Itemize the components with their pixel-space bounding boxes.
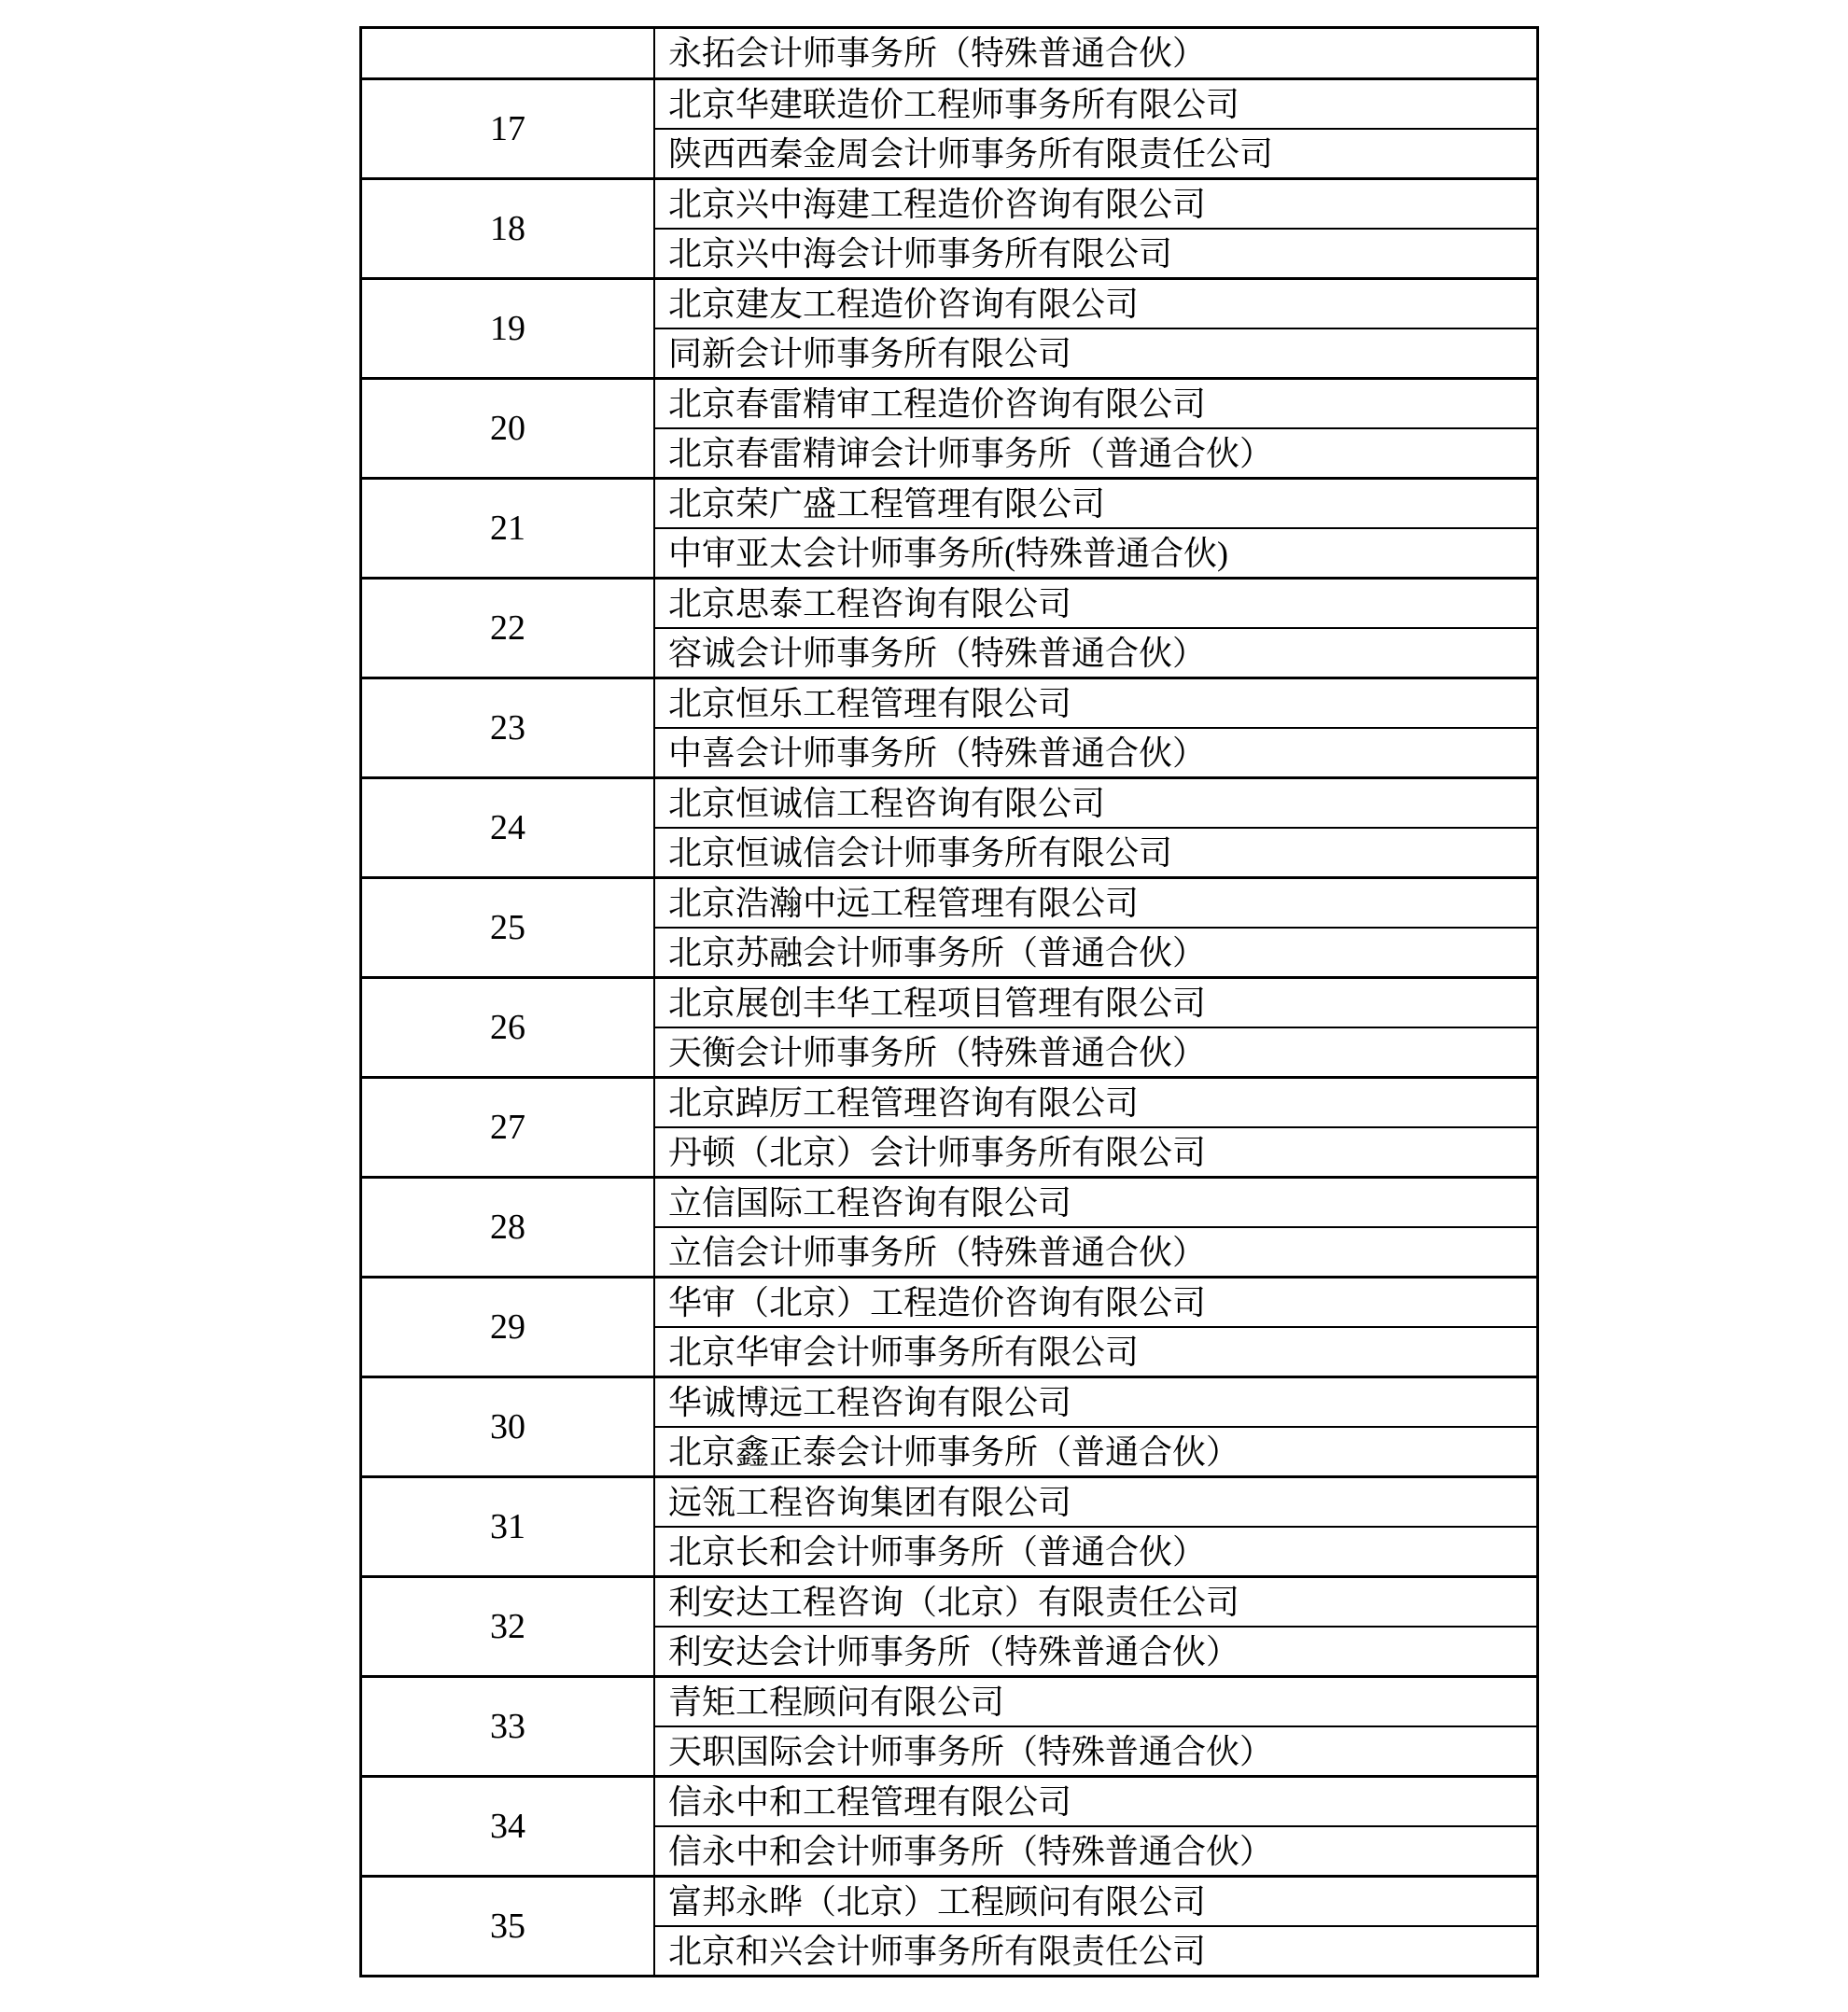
company-cell: 信永中和工程管理有限公司 <box>668 1782 1072 1821</box>
row-number-cell: 21 <box>362 480 655 577</box>
table-row <box>362 1875 1536 1975</box>
table-row <box>362 1376 1536 1475</box>
company-cell: 远瓴工程咨询集团有限公司 <box>668 1483 1072 1521</box>
company-cell: 北京鑫正泰会计师事务所（普通合伙） <box>655 1426 1536 1475</box>
company-cell: 北京华审会计师事务所有限公司 <box>655 1326 1536 1376</box>
table-row-partial <box>362 29 1536 77</box>
row-number-cell: 29 <box>362 1278 655 1376</box>
company-cell: 北京恒诚信会计师事务所有限公司 <box>655 827 1536 876</box>
table-row <box>362 1675 1536 1775</box>
company-cell: 北京苏融会计师事务所（普通合伙） <box>655 927 1536 976</box>
row-number-cell: 18 <box>362 180 655 277</box>
company-cells <box>655 580 1536 677</box>
row-number-cell: 19 <box>362 280 655 377</box>
row-number-cell <box>362 29 655 77</box>
table-row <box>362 776 1536 876</box>
company-cells <box>655 1878 1536 1975</box>
table-row <box>362 577 1536 677</box>
table-row <box>362 1775 1536 1875</box>
company-cells <box>655 1478 1536 1575</box>
company-cells <box>655 879 1536 976</box>
company-cell: 北京和兴会计师事务所有限责任公司 <box>655 1925 1536 1975</box>
company-cell: 北京春雷精谉会计师事务所（普通合伙） <box>655 427 1536 477</box>
company-cell: 立信会计师事务所（特殊普通合伙） <box>655 1226 1536 1276</box>
row-number-cell: 30 <box>362 1378 655 1475</box>
company-cell: 北京思泰工程咨询有限公司 <box>668 584 1072 622</box>
company-cell: 中喜会计师事务所（特殊普通合伙） <box>655 727 1536 776</box>
company-cell: 北京展创丰华工程项目管理有限公司 <box>668 984 1207 1022</box>
company-cell: 容诚会计师事务所（特殊普通合伙） <box>655 627 1536 677</box>
company-cells <box>655 1079 1536 1176</box>
table-row <box>362 1575 1536 1675</box>
row-number-cell: 32 <box>362 1578 655 1675</box>
company-cell: 富邦永晔（北京）工程顾问有限公司 <box>668 1882 1207 1921</box>
table-row <box>362 77 1536 177</box>
company-cell: 北京兴中海会计师事务所有限公司 <box>655 228 1536 277</box>
table-row <box>362 477 1536 577</box>
company-cell: 北京浩瀚中远工程管理有限公司 <box>668 884 1140 922</box>
table-row <box>362 1475 1536 1575</box>
company-cell: 永拓会计师事务所（特殊普通合伙） <box>668 35 1207 72</box>
company-cells <box>655 1578 1536 1675</box>
company-cell: 北京长和会计师事务所（普通合伙） <box>655 1526 1536 1575</box>
table-row <box>362 976 1536 1076</box>
row-number-cell: 27 <box>362 1079 655 1176</box>
company-cells <box>655 1378 1536 1475</box>
company-cell: 北京华建联造价工程师事务所有限公司 <box>668 85 1240 123</box>
company-cell: 中审亚太会计师事务所(特殊普通合伙) <box>655 527 1536 577</box>
row-number-cell: 23 <box>362 679 655 776</box>
company-cells <box>655 979 1536 1076</box>
company-cells <box>655 280 1536 377</box>
company-cell: 同新会计师事务所有限公司 <box>655 328 1536 377</box>
company-cells <box>655 1778 1536 1875</box>
company-cell: 利安达会计师事务所（特殊普通合伙） <box>655 1626 1536 1675</box>
table-row <box>362 677 1536 776</box>
company-cell: 信永中和会计师事务所（特殊普通合伙） <box>655 1825 1536 1875</box>
company-cell: 北京荣广盛工程管理有限公司 <box>668 484 1106 523</box>
row-number-cell: 28 <box>362 1179 655 1276</box>
row-number-cell: 35 <box>362 1878 655 1975</box>
company-cell: 北京兴中海建工程造价咨询有限公司 <box>668 185 1207 223</box>
row-number-cell: 24 <box>362 779 655 876</box>
company-cell: 北京建友工程造价咨询有限公司 <box>668 285 1140 323</box>
company-cells <box>655 1179 1536 1276</box>
company-cell: 华审（北京）工程造价咨询有限公司 <box>668 1283 1207 1321</box>
company-cells <box>655 80 1536 177</box>
company-cells <box>655 180 1536 277</box>
company-cells <box>655 1278 1536 1376</box>
row-number-cell: 26 <box>362 979 655 1076</box>
row-number-cell: 34 <box>362 1778 655 1875</box>
table-rows-container <box>362 77 1536 1975</box>
company-table <box>359 26 1539 1977</box>
company-cells <box>655 1678 1536 1775</box>
table-row <box>362 876 1536 976</box>
company-cell: 北京踔厉工程管理咨询有限公司 <box>668 1083 1140 1122</box>
company-cell: 青矩工程顾问有限公司 <box>668 1683 1005 1721</box>
table-row <box>362 277 1536 377</box>
table-row <box>362 1176 1536 1276</box>
company-cell: 利安达工程咨询（北京）有限责任公司 <box>668 1583 1240 1621</box>
company-cells <box>655 380 1536 477</box>
table-row <box>362 377 1536 477</box>
row-number-cell: 31 <box>362 1478 655 1575</box>
company-cell: 天衡会计师事务所（特殊普通合伙） <box>655 1027 1536 1076</box>
company-cells <box>655 779 1536 876</box>
row-number-cell: 33 <box>362 1678 655 1775</box>
company-cell: 华诚博远工程咨询有限公司 <box>668 1383 1072 1421</box>
row-number-cell: 17 <box>362 80 655 177</box>
row-number-cell: 20 <box>362 380 655 477</box>
company-cell: 北京恒乐工程管理有限公司 <box>668 684 1072 722</box>
table-row <box>362 1276 1536 1376</box>
company-cell: 北京恒诚信工程咨询有限公司 <box>668 784 1106 822</box>
company-cells <box>655 480 1536 577</box>
row-number-cell: 25 <box>362 879 655 976</box>
row-number-cell: 22 <box>362 580 655 677</box>
table-row <box>362 1076 1536 1176</box>
company-cells <box>655 679 1536 776</box>
company-cell: 立信国际工程咨询有限公司 <box>668 1183 1072 1222</box>
table-row <box>362 177 1536 277</box>
company-cell: 天职国际会计师事务所（特殊普通合伙） <box>655 1726 1536 1775</box>
company-cell: 北京春雷精审工程造价咨询有限公司 <box>668 384 1207 423</box>
company-cell: 丹顿（北京）会计师事务所有限公司 <box>655 1126 1536 1176</box>
company-cell: 陕西西秦金周会计师事务所有限责任公司 <box>655 128 1536 177</box>
